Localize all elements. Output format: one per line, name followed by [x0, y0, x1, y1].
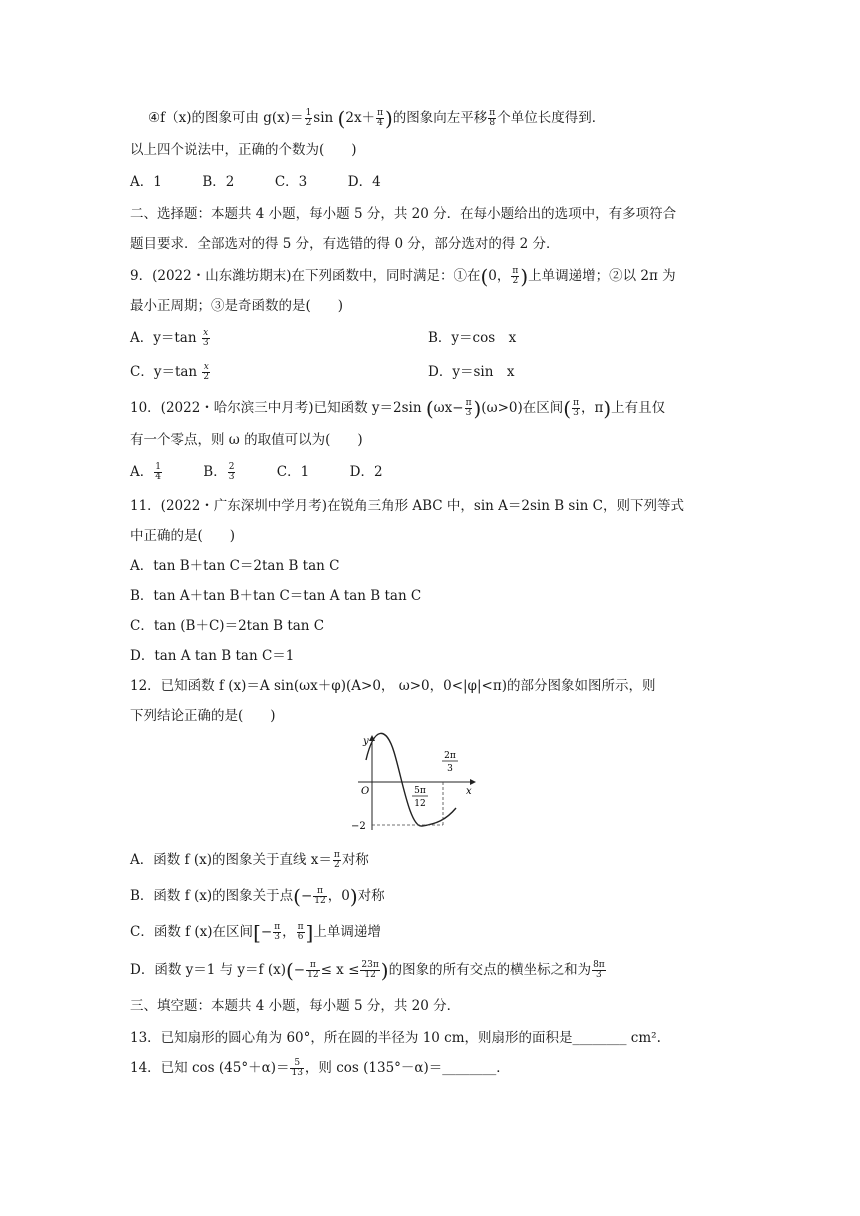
q12-option-c	[130, 922, 860, 943]
num: 1	[155, 462, 161, 472]
section2-heading-line1: 二、选择题：本题共 4 小题，每小题 5 分，共 20 分．在每小题给出的选项中，有多项符合	[130, 206, 677, 222]
paren-left: (	[425, 396, 434, 421]
section3-heading: 三、填空题：本题共 4 小题，每小题 5 分，共 20 分．	[130, 998, 461, 1014]
num: x	[203, 362, 209, 372]
paren-right: )	[349, 884, 358, 909]
q13-text: 13．已知扇形的圆心角为 60°，所在圆的半径为 10 cm，则扇形的面积是________ cm².	[130, 1030, 661, 1046]
den: 12	[307, 970, 319, 980]
tick-2pi-3-num: 2π	[444, 751, 456, 761]
q12-line1: 12．已知函数 f (x)＝A sin(ωx＋φ)(A>0， ω>0，0<|φ|<π)的部分图象如图所示，则	[130, 678, 656, 694]
q11-option-b: B．tan A＋tan B＋tan C＝tan A tan B tan C	[130, 588, 422, 604]
x-axis-arrow	[470, 779, 476, 785]
num: π	[573, 398, 579, 408]
num: π	[306, 961, 319, 971]
tick-2pi-3-den: 3	[447, 764, 453, 774]
q11-line2: 中正确的是( )	[130, 528, 236, 544]
den: 3	[228, 472, 235, 482]
q12-b-text-c: ，0	[327, 888, 350, 904]
num: x	[203, 328, 209, 338]
den: 4	[377, 118, 383, 128]
q12-a-text-b: 对称	[341, 852, 369, 868]
q12-option-d	[130, 960, 860, 981]
den: 2	[305, 118, 312, 128]
q9-option-d: D．y＝sin x	[428, 364, 515, 380]
q12-c-text-e: 上单调递增	[313, 924, 381, 940]
section2-heading-line2: 题目要求．全部选对的得 5 分，有选错的得 0 分，部分选对的得 2 分．	[130, 236, 560, 252]
q10-line2: 有一个零点，则 ω 的取值可以为( )	[130, 432, 363, 448]
fraction	[228, 463, 236, 482]
den: 2	[333, 860, 340, 870]
q10-line1	[130, 398, 860, 419]
q8-statement-4	[148, 108, 860, 129]
q8-4-text-e: 个单位长度得到．	[497, 110, 606, 126]
num: π	[465, 398, 472, 408]
den: 13	[291, 1068, 303, 1078]
q8-4-text-c: 2x＋	[345, 110, 376, 126]
paren-left: (	[337, 106, 346, 131]
num: 5	[290, 1059, 303, 1069]
origin-label: O	[361, 786, 370, 797]
q12-d-text: D．函数 y＝1 与 y＝f (x)	[130, 962, 286, 978]
fraction	[297, 923, 305, 942]
q11-option-a: A．tan B＋tan C＝2tan B tan C	[130, 558, 340, 574]
q8-4-text-b: sin	[313, 110, 334, 126]
paren-left: (	[293, 884, 301, 909]
den: 2	[512, 276, 519, 286]
den: 12	[364, 970, 376, 980]
fraction	[202, 329, 210, 348]
paren-right: )	[520, 264, 529, 289]
paren-left: (	[285, 958, 294, 983]
den: 3	[465, 408, 472, 418]
tick-5pi-12-num: 5π	[414, 786, 426, 796]
num: 1	[305, 108, 312, 118]
paren-right: )	[603, 396, 612, 421]
q10-text-d: ，π	[580, 400, 604, 416]
fraction	[202, 363, 210, 382]
q9-c-text: C．y＝tan	[130, 364, 202, 380]
q10-text-b: ωx−	[433, 400, 464, 416]
q14-text-a: 14．已知 cos (45°＋α)＝	[130, 1060, 290, 1076]
num: π	[377, 108, 383, 118]
q10-a-label: A．	[130, 464, 154, 480]
num: π	[333, 850, 340, 860]
q10-options	[130, 462, 860, 482]
q11-line1: 11．(2022・广东深圳中学月考)在锐角三角形 ABC 中，sin A＝2sin B sin C，则下列等式	[130, 498, 684, 514]
num: 8π	[593, 960, 605, 970]
q12-b-minus: −	[300, 888, 313, 904]
q9-text-b: 0，	[488, 268, 511, 284]
q9-text-c: 上单调递增；②以 2π 为	[528, 268, 676, 284]
q12-line2: 下列结论正确的是( )	[130, 708, 276, 724]
q12-option-b	[130, 886, 860, 907]
tick-5pi-12-den: 12	[414, 799, 426, 809]
sine-graph-figure	[350, 728, 490, 840]
q8-4-text-d: 的图象向左平移	[392, 110, 488, 126]
q14-text-b: ，则 cos (135°－α)＝________．	[304, 1060, 510, 1076]
q10-cd-options: C．1 D．2	[276, 464, 383, 480]
den: 2	[203, 372, 210, 382]
num: π	[489, 108, 496, 118]
q12-b-text: B．函数 f (x)的图象关于点	[130, 888, 294, 904]
fraction	[360, 961, 379, 980]
x-axis-label: x	[466, 786, 472, 797]
q12-c-text: C．函数 f (x)在区间	[130, 924, 254, 940]
q10-text-e: 上有且仅	[611, 400, 666, 416]
q8-4-text-a: ④f（x)的图象可由 g(x)＝	[148, 110, 304, 126]
fraction	[273, 923, 281, 942]
den: 8	[489, 118, 496, 128]
num: π	[313, 887, 326, 897]
fraction	[333, 851, 341, 870]
q9-text-a: 9．(2022・山东潍坊期末)在下列函数中，同时满足：①在	[130, 268, 481, 284]
num: π	[274, 922, 281, 932]
q8-question: 以上四个说法中，正确的个数为( )	[130, 142, 357, 158]
fraction	[306, 961, 319, 980]
q10-text-c: (ω>0)在区间	[481, 400, 564, 416]
bracket-right: ]	[305, 920, 314, 945]
q12-c-comma: ，	[282, 924, 296, 940]
q12-a-text: A．函数 f (x)的图象关于直线 x＝	[130, 852, 332, 868]
fraction	[305, 109, 313, 128]
num: π	[512, 266, 519, 276]
min-value-label: −2	[351, 821, 366, 832]
q10-text-a: 10．(2022・哈尔滨三中月考)已知函数 y＝2sin	[130, 400, 426, 416]
q8-options: A．1 B．2 C．3 D．4	[130, 174, 381, 190]
q11-option-c: C．tan (B＋C)＝2tan B tan C	[130, 618, 325, 634]
q9-a-text: A．y＝tan	[130, 330, 201, 346]
q12-d-ineq: ≤ x ≤	[320, 962, 360, 978]
fraction	[290, 1059, 303, 1078]
paren-right: )	[384, 106, 393, 131]
paren-right: )	[473, 396, 482, 421]
fraction	[572, 399, 580, 418]
paren-right: )	[380, 958, 389, 983]
q12-option-a	[130, 850, 860, 870]
paren-left: (	[563, 396, 572, 421]
num: π	[297, 922, 304, 932]
q9-line1	[130, 266, 860, 287]
q12-d-text-e: 的图象的所有交点的横坐标之和为	[388, 962, 592, 978]
paren-left: (	[480, 264, 489, 289]
y-axis-label: y	[363, 736, 369, 747]
fraction	[376, 109, 384, 128]
q12-c-minus: −	[260, 924, 273, 940]
q9-line2: 最小正周期；③是奇函数的是( )	[130, 298, 344, 314]
num: 23π	[361, 960, 379, 970]
sine-curve	[366, 733, 456, 826]
q11-option-d: D．tan A tan B tan C＝1	[130, 648, 295, 664]
fraction	[511, 267, 519, 286]
den: 4	[155, 472, 161, 482]
fraction	[313, 887, 326, 906]
fraction	[154, 463, 162, 482]
q12-b-text-e: 对称	[357, 888, 385, 904]
q14-text	[130, 1058, 860, 1078]
fraction	[488, 109, 496, 128]
fraction	[592, 961, 606, 980]
den: 3	[202, 338, 209, 348]
num: 2	[228, 462, 235, 472]
den: 6	[297, 932, 304, 942]
q10-b-label: B．	[203, 464, 227, 480]
q9-option-b: B．y＝cos x	[428, 330, 517, 346]
den: 3	[274, 932, 281, 942]
q12-d-minus: −	[293, 962, 306, 978]
fraction	[465, 399, 473, 418]
den: 3	[596, 970, 602, 980]
den: 12	[314, 896, 326, 906]
den: 3	[573, 408, 579, 418]
bracket-left: [	[253, 920, 261, 945]
